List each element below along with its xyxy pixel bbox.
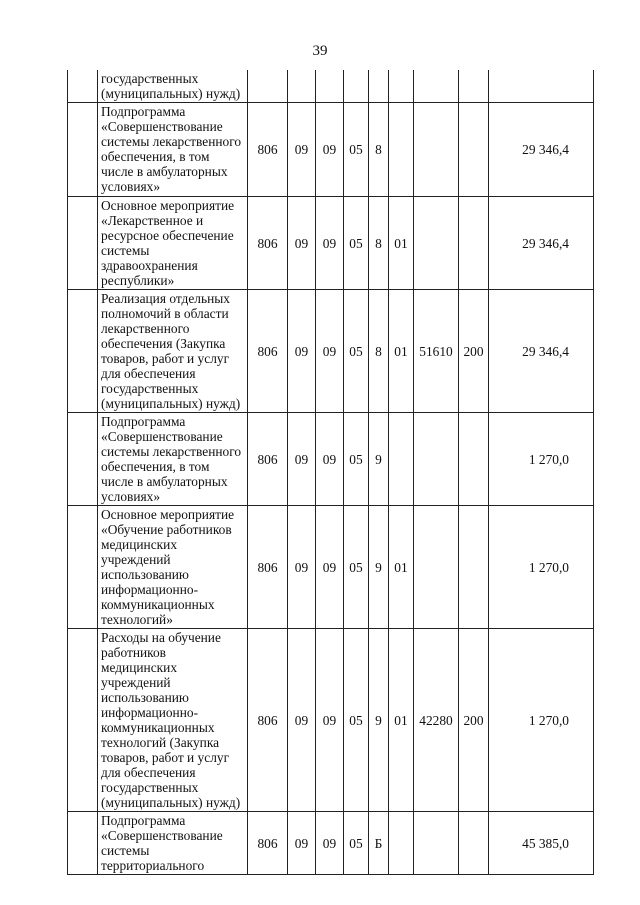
subprogram-code-cell: 9 [369, 506, 389, 629]
section-code-cell: 09 [288, 197, 316, 290]
subsection-code-cell: 09 [316, 290, 344, 413]
event-code-cell: 01 [389, 629, 414, 812]
expense-type-code-cell [459, 812, 489, 875]
amount-cell: 1 270,0 [489, 413, 594, 506]
ministry-code-cell: 806 [248, 197, 288, 290]
subsection-code-cell: 09 [316, 506, 344, 629]
amount-cell: 29 346,4 [489, 290, 594, 413]
subsection-code-cell [316, 70, 344, 103]
ministry-code-cell: 806 [248, 413, 288, 506]
program-code-cell: 05 [344, 197, 369, 290]
row-number-cell [68, 290, 98, 413]
table-row [68, 197, 594, 290]
event-code-cell [389, 103, 414, 197]
table-row [68, 70, 594, 103]
direction-code-cell [414, 70, 459, 103]
program-code-cell: 05 [344, 290, 369, 413]
event-code-cell [389, 812, 414, 875]
amount-cell: 29 346,4 [489, 103, 594, 197]
ministry-code-cell: 806 [248, 506, 288, 629]
direction-code-cell [414, 197, 459, 290]
table-row [68, 103, 594, 197]
amount-cell: 1 270,0 [489, 629, 594, 812]
direction-code-cell: 51610 [414, 290, 459, 413]
section-code-cell: 09 [288, 506, 316, 629]
event-code-cell: 01 [389, 506, 414, 629]
expense-type-code-cell [459, 413, 489, 506]
table-row [68, 629, 594, 812]
section-code-cell: 09 [288, 103, 316, 197]
program-code-cell: 05 [344, 812, 369, 875]
row-name-cell: Расходы на обучение работников медицинских учреждений использованию информационно-коммуникационных технологий (Закупка товаров, работ и услуг для обеспечения государственных (муниципальных) нужд) [98, 629, 248, 812]
table-row [68, 812, 594, 875]
section-code-cell [288, 70, 316, 103]
row-number-cell [68, 413, 98, 506]
row-name-cell: Подпрограмма «Совершенствование системы территориального [98, 812, 248, 875]
program-code-cell [344, 70, 369, 103]
row-number-cell [68, 70, 98, 103]
subsection-code-cell: 09 [316, 103, 344, 197]
row-number-cell [68, 103, 98, 197]
direction-code-cell [414, 812, 459, 875]
expense-type-code-cell: 200 [459, 290, 489, 413]
page-number: 39 [312, 43, 328, 59]
row-number-cell [68, 629, 98, 812]
budget-table [67, 70, 594, 875]
table-row [68, 290, 594, 413]
expense-type-code-cell: 200 [459, 629, 489, 812]
section-code-cell: 09 [288, 413, 316, 506]
direction-code-cell [414, 103, 459, 197]
row-number-cell [68, 197, 98, 290]
subsection-code-cell: 09 [316, 197, 344, 290]
row-name-cell: Подпрограмма «Совершенствование системы лекарственного обеспечения, в том числе в амбулаторных условиях» [98, 103, 248, 197]
direction-code-cell [414, 506, 459, 629]
amount-cell [489, 70, 594, 103]
table-row [68, 413, 594, 506]
subprogram-code-cell [369, 70, 389, 103]
program-code-cell: 05 [344, 413, 369, 506]
subprogram-code-cell: 9 [369, 629, 389, 812]
subsection-code-cell: 09 [316, 812, 344, 875]
program-code-cell: 05 [344, 629, 369, 812]
program-code-cell: 05 [344, 103, 369, 197]
amount-cell: 29 346,4 [489, 197, 594, 290]
subprogram-code-cell: 8 [369, 103, 389, 197]
subprogram-code-cell: 8 [369, 197, 389, 290]
program-code-cell: 05 [344, 506, 369, 629]
subprogram-code-cell: Б [369, 812, 389, 875]
ministry-code-cell [248, 70, 288, 103]
direction-code-cell: 42280 [414, 629, 459, 812]
ministry-code-cell: 806 [248, 812, 288, 875]
subprogram-code-cell: 9 [369, 413, 389, 506]
row-number-cell [68, 812, 98, 875]
section-code-cell: 09 [288, 290, 316, 413]
event-code-cell: 01 [389, 197, 414, 290]
row-name-cell: государственных (муниципальных) нужд) [98, 70, 248, 103]
event-code-cell: 01 [389, 290, 414, 413]
expense-type-code-cell [459, 506, 489, 629]
amount-cell: 1 270,0 [489, 506, 594, 629]
row-name-cell: Подпрограмма «Совершенствование системы лекарственного обеспечения, в том числе в амбулаторных условиях» [98, 413, 248, 506]
ministry-code-cell: 806 [248, 103, 288, 197]
amount-cell: 45 385,0 [489, 812, 594, 875]
ministry-code-cell: 806 [248, 290, 288, 413]
subsection-code-cell: 09 [316, 413, 344, 506]
subprogram-code-cell: 8 [369, 290, 389, 413]
row-number-cell [68, 506, 98, 629]
table-row [68, 506, 594, 629]
expense-type-code-cell [459, 197, 489, 290]
section-code-cell: 09 [288, 629, 316, 812]
section-code-cell: 09 [288, 812, 316, 875]
row-name-cell: Основное мероприятие «Лекарственное и ресурсное обеспечение системы здравоохранения республики» [98, 197, 248, 290]
event-code-cell [389, 413, 414, 506]
direction-code-cell [414, 413, 459, 506]
row-name-cell: Основное мероприятие «Обучение работников медицинских учреждений использованию информационно-коммуникационных технологий» [98, 506, 248, 629]
ministry-code-cell: 806 [248, 629, 288, 812]
expense-type-code-cell [459, 70, 489, 103]
subsection-code-cell: 09 [316, 629, 344, 812]
row-name-cell: Реализация отдельных полномочий в области лекарственного обеспечения (Закупка товаров, работ и услуг для обеспечения государственных (муниципальных) нужд) [98, 290, 248, 413]
expense-type-code-cell [459, 103, 489, 197]
event-code-cell [389, 70, 414, 103]
